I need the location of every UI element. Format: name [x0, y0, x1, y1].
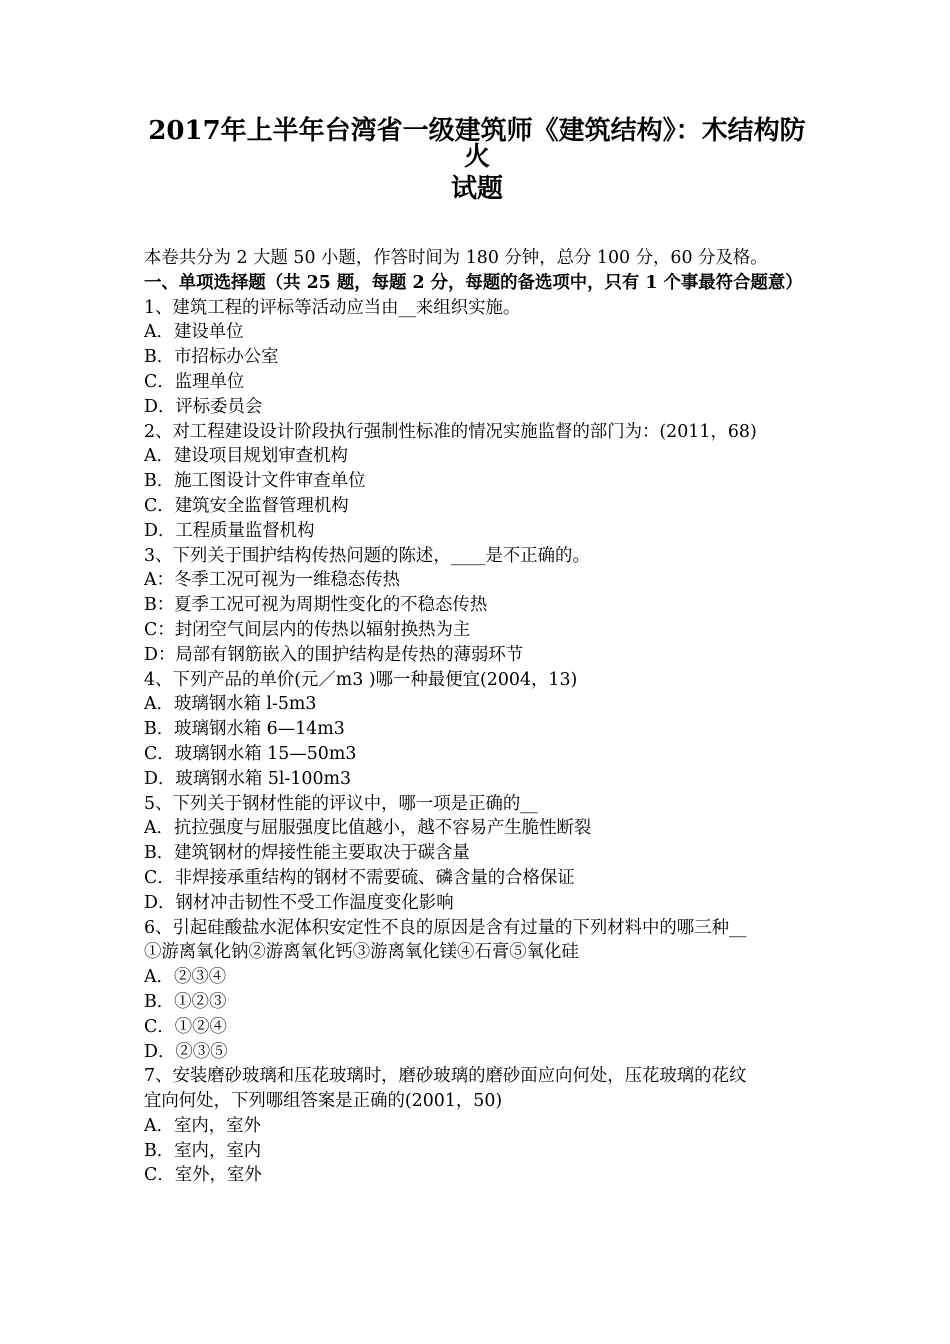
- question-stem: 4、下列产品的单价(元／m3 )哪一种最便宜(2004，13): [144, 669, 578, 690]
- question-stem: 3、下列关于围护结构传热问题的陈述，____是不正确的。: [144, 545, 590, 566]
- question-item: [144, 668, 810, 792]
- question-stem: 宜向何处，下列哪组答案是正确的(2001，50): [144, 1091, 503, 1112]
- question-item: [144, 1064, 810, 1188]
- question-stem: 5、下列关于钢材性能的评议中，哪一项是正确的__: [144, 793, 538, 814]
- answer-option: C：封闭空气间层内的传热以辐射换热为主: [144, 619, 471, 640]
- document-title-line-2: 试题: [450, 174, 503, 204]
- question-stem: 1、建筑工程的评标等活动应当由__来组织实施。: [144, 297, 521, 318]
- answer-option: A．建设单位: [144, 322, 244, 343]
- question-item: [144, 544, 810, 668]
- section-heading: 一、单项选择题（共 25 题，每题 2 分，每题的备选项中，只有 1 个事最符合题意）: [144, 272, 803, 293]
- answer-option: A：冬季工况可视为一维稳态传热: [144, 570, 401, 591]
- answer-option: B．施工图设计文件审查单位: [144, 471, 366, 492]
- answer-option: B．建筑钢材的焊接性能主要取决于碳含量: [144, 843, 470, 864]
- answer-option: D．钢材冲击韧性不受工作温度变化影响: [144, 892, 454, 913]
- answer-option: B．市招标办公室: [144, 347, 279, 368]
- answer-option: D．②③⑤: [144, 1041, 228, 1062]
- answer-option: B．玻璃钢水箱 6—14m3: [144, 719, 345, 740]
- question-stem: 6、引起硅酸盐水泥体积安定性不良的原因是含有过量的下列材料中的哪三种__: [144, 917, 747, 938]
- answer-option: B．室内，室内: [144, 1140, 262, 1161]
- question-stem: ①游离氧化钠②游离氧化钙③游离氧化镁④石膏⑤氧化硅: [144, 942, 579, 963]
- answer-option: C．室外，室外: [144, 1165, 262, 1186]
- answer-option: A．②③④: [144, 967, 227, 988]
- document-page: [144, 112, 810, 1188]
- answer-option: C．监理单位: [144, 371, 245, 392]
- answer-option: C．非焊接承重结构的钢材不需要硫、磷含量的合格保证: [144, 867, 575, 888]
- answer-option: D．玻璃钢水箱 5l-100m3: [144, 768, 352, 789]
- question-item: [144, 420, 810, 544]
- answer-option: A．玻璃钢水箱 l-5m3: [144, 694, 317, 715]
- question-stem: 2、对工程建设设计阶段执行强制性标准的情况实施监督的部门为：(2011，68): [144, 421, 757, 442]
- answer-option: A．建设项目规划审查机构: [144, 446, 348, 467]
- answer-option: C．玻璃钢水箱 15—50m3: [144, 743, 357, 764]
- answer-option: C．①②④: [144, 1016, 227, 1037]
- question-item: [144, 296, 810, 420]
- answer-option: C．建筑安全监督管理机构: [144, 495, 349, 516]
- question-stem: 7、安装磨砂玻璃和压花玻璃时，磨砂玻璃的磨砂面应向何处，压花玻璃的花纹: [144, 1066, 747, 1087]
- document-title: [144, 112, 810, 210]
- answer-option: B．①②③: [144, 991, 227, 1012]
- answer-option: D．工程质量监督机构: [144, 520, 315, 541]
- answer-option: A．抗拉强度与屈服强度比值越小，越不容易产生脆性断裂: [144, 818, 592, 839]
- document-title-line-1: 2017年上半年台湾省一级建筑师《建筑结构》：木结构防火: [148, 116, 806, 172]
- answer-option: D：局部有钢筋嵌入的围护结构是传热的薄弱环节: [144, 644, 524, 665]
- question-item: [144, 916, 810, 1065]
- answer-option: D．评标委员会: [144, 396, 263, 417]
- question-item: [144, 792, 810, 916]
- answer-option: A．室内，室外: [144, 1115, 261, 1136]
- answer-option: B：夏季工况可视为周期性变化的不稳态传热: [144, 595, 488, 616]
- exam-instructions: 本卷共分为 2 大题 50 小题，作答时间为 180 分钟，总分 100 分，60 分及格。: [144, 248, 768, 268]
- question-list: [144, 296, 810, 1189]
